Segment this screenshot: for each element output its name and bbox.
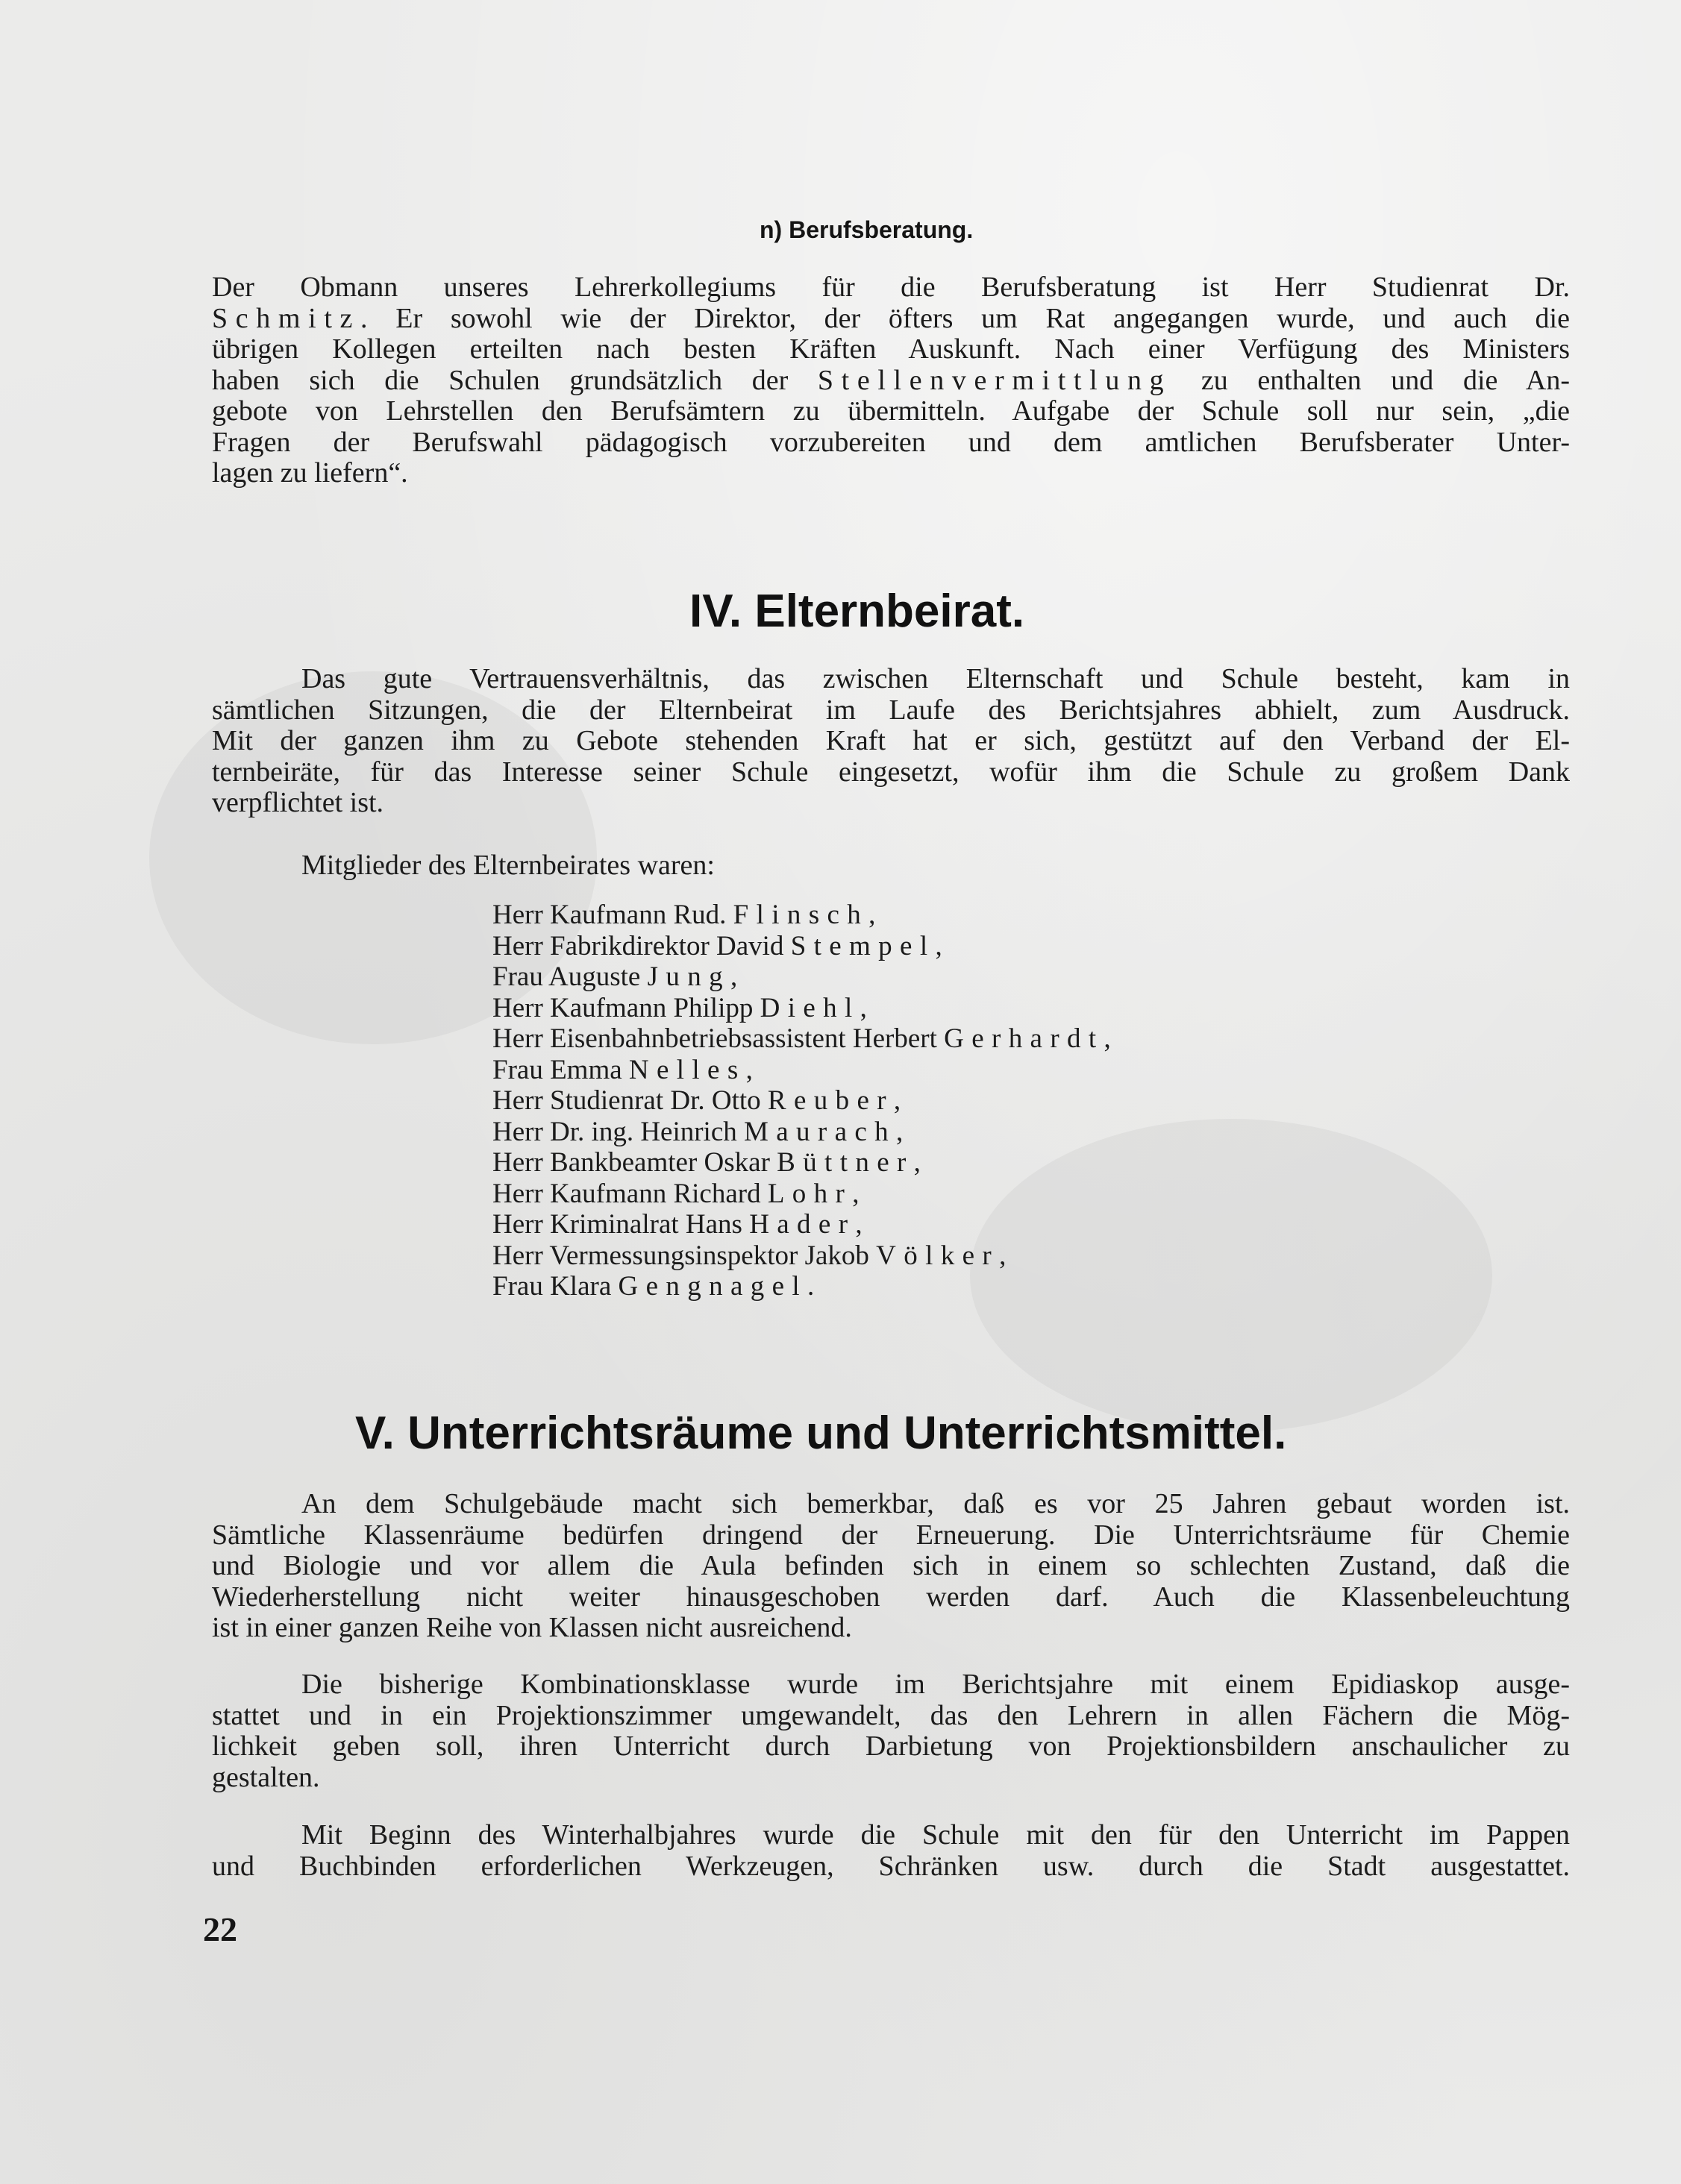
list-item: [492, 1179, 1111, 1210]
member-name: Gerhardt: [944, 1023, 1104, 1054]
text-line: Mit Beginn des Winterhalbjahres wurde die Schule mit den für den Unterricht im Pappen: [301, 1819, 1570, 1851]
member-name: Jung: [647, 961, 730, 992]
member-title: Herr Kaufmann Philipp: [492, 992, 760, 1023]
list-item: [492, 1209, 1111, 1240]
unterrichtsraeume-paragraph-1: [212, 1489, 1570, 1644]
list-item: [492, 900, 1111, 931]
text-line: und Biologie und vor allem die Aula befinden sich in einem so schlechten Zustand, daß die: [212, 1550, 1570, 1581]
punctuation: ,: [893, 1085, 901, 1116]
member-title: Herr Fabrikdirektor David: [492, 930, 791, 961]
list-item: [492, 1271, 1111, 1302]
text-line: [212, 304, 1570, 335]
list-item: [492, 961, 1111, 993]
berufsberatung-title: n) Berufsberatung.: [760, 216, 974, 243]
member-title: Herr Bankbeamter Oskar: [492, 1147, 777, 1178]
punctuation: ,: [913, 1147, 921, 1178]
member-title: Herr Studienrat Dr. Otto: [492, 1085, 768, 1116]
punctuation: ,: [935, 930, 942, 961]
member-name: Maurach: [744, 1116, 897, 1147]
member-title: Frau Klara: [492, 1271, 619, 1302]
punctuation: ,: [860, 992, 867, 1023]
punctuation: ,: [896, 1116, 904, 1147]
text-run: übrigen Kollegen erteilten nach besten Kräften Auskunft. Nach einer Verfügung des Ministers: [212, 333, 1570, 365]
member-name: Nelles: [628, 1054, 746, 1085]
spaced-term: Stellenvermittlung: [817, 364, 1172, 396]
text-line: Mitglieder des Elternbeirates waren:: [301, 850, 715, 881]
member-name: Hader: [749, 1209, 856, 1240]
text-line: [212, 396, 1570, 427]
text-line: Mit der ganzen ihm zu Gebote stehenden Kraft hat er sich, gestützt auf den Verband der El-: [212, 725, 1570, 756]
text-line: verpflichtet ist.: [212, 787, 384, 818]
text-line: sämtlichen Sitzungen, die der Elternbeirat im Laufe des Berichtsjahres abhielt, zum Ausdruck.: [212, 694, 1570, 726]
text-line: [212, 427, 1570, 459]
list-item: [492, 1085, 1111, 1117]
text-line: [212, 334, 1570, 365]
members-intro: [212, 850, 1570, 882]
member-title: Herr Vermessungsinspektor Jakob: [492, 1240, 877, 1271]
member-name: Völker: [876, 1240, 1000, 1271]
list-item: [492, 1117, 1111, 1148]
list-item: [492, 1147, 1111, 1179]
list-item: [492, 1240, 1111, 1272]
member-title: Frau Emma: [492, 1054, 629, 1085]
text-line: [212, 365, 1570, 397]
member-name: Diehl: [760, 992, 860, 1023]
member-title: Herr Kaufmann Rud.: [492, 900, 733, 930]
text-line: stattet und in ein Projektionszimmer umgewandelt, das den Lehrern in allen Fächern die Mög-: [212, 1699, 1570, 1731]
member-name: Reuber: [767, 1085, 894, 1116]
list-item: [492, 1023, 1111, 1055]
member-name: Lohr: [767, 1178, 853, 1209]
member-name: Stempel: [790, 930, 936, 961]
text-line: [212, 272, 1570, 304]
text-run: haben sich die Schulen grundsätzlich der: [212, 364, 818, 396]
page-number: 22: [203, 1910, 237, 1948]
text-run: Fragen der Berufswahl pädagogisch vorzubereiten und dem amtlichen Berufsberater Unter-: [212, 426, 1570, 458]
member-title: Herr Dr. ing. Heinrich: [492, 1116, 745, 1147]
text-run: lagen zu liefern“.: [212, 457, 408, 489]
punctuation: .: [807, 1271, 815, 1302]
section-heading-unterrichtsraeume: V. Unterrichtsräume und Unterrichtsmittel.: [355, 1408, 1287, 1459]
punctuation: ,: [745, 1054, 753, 1085]
text-line: Sämtliche Klassenräume bedürfen dringend der Erneuerung. Die Unterrichtsräume für Chemie: [212, 1519, 1570, 1551]
member-title: Herr Eisenbahnbetriebsassistent Herbert: [492, 1023, 945, 1054]
member-title: Herr Kriminalrat Hans: [492, 1209, 750, 1240]
section-heading-elternbeirat: IV. Elternbeirat.: [689, 586, 1025, 637]
list-item: [492, 931, 1111, 962]
list-item: [492, 993, 1111, 1024]
text-line: lichkeit geben soll, ihren Unterricht durch Darbietung von Projektionsbildern anschaulicher zu: [212, 1730, 1570, 1762]
text-line: und Buchbinden erforderlichen Werkzeugen, Schränken usw. durch die Stadt ausgestattet.: [212, 1850, 1570, 1882]
text-run: gebote von Lehrstellen den Berufsämtern zu übermitteln. Aufgabe der Schule soll nur sein, „die: [212, 395, 1570, 427]
text-run: zu enthalten und die An-: [1171, 364, 1571, 396]
list-item: [492, 1055, 1111, 1086]
text-line: An dem Schulgebäude macht sich bemerkbar, daß es vor 25 Jahren gebaut worden ist.: [301, 1488, 1570, 1519]
punctuation: ,: [1104, 1023, 1111, 1054]
member-name: Gengnagel: [618, 1271, 808, 1302]
text-line: Das gute Vertrauensverhältnis, das zwischen Elternschaft und Schule besteht, kam in: [301, 663, 1570, 694]
unterrichtsraeume-paragraph-3: [212, 1820, 1570, 1882]
members-list: [492, 900, 1111, 1302]
text-line: ternbeiräte, für das Interesse seiner Schule eingesetzt, wofür ihm die Schule zu großem Dank: [212, 756, 1570, 788]
punctuation: ,: [852, 1178, 860, 1209]
text-line: [212, 458, 1570, 489]
punctuation: ,: [730, 961, 738, 992]
spaced-name: Schmitz: [212, 302, 361, 334]
unterrichtsraeume-paragraph-2: [212, 1669, 1570, 1793]
member-title: Frau Auguste: [492, 961, 648, 992]
text-line: Die bisherige Kombinationsklasse wurde im Berichtsjahre mit einem Epidiaskop ausge-: [301, 1669, 1570, 1700]
punctuation: ,: [999, 1240, 1007, 1271]
text-line: gestalten.: [212, 1761, 320, 1793]
berufsberatung-paragraph: [212, 272, 1570, 489]
member-title: Herr Kaufmann Richard: [492, 1178, 768, 1209]
punctuation: ,: [855, 1209, 863, 1240]
member-name: Flinsch: [733, 900, 869, 930]
member-name: Büttner: [777, 1147, 914, 1178]
text-run: . Er sowohl wie der Direktor, der öfters um Rat angegangen wurde, und auch die: [360, 302, 1570, 334]
text-line: ist in einer ganzen Reihe von Klassen nicht ausreichend.: [212, 1612, 852, 1643]
elternbeirat-paragraph: [212, 664, 1570, 819]
punctuation: ,: [868, 900, 876, 930]
text-run: Der Obmann unseres Lehrerkollegiums für die Berufsberatung ist Herr Studienrat Dr.: [212, 272, 1570, 303]
text-line: Wiederherstellung nicht weiter hinausgeschoben werden darf. Auch die Klassenbeleuchtung: [212, 1581, 1570, 1613]
